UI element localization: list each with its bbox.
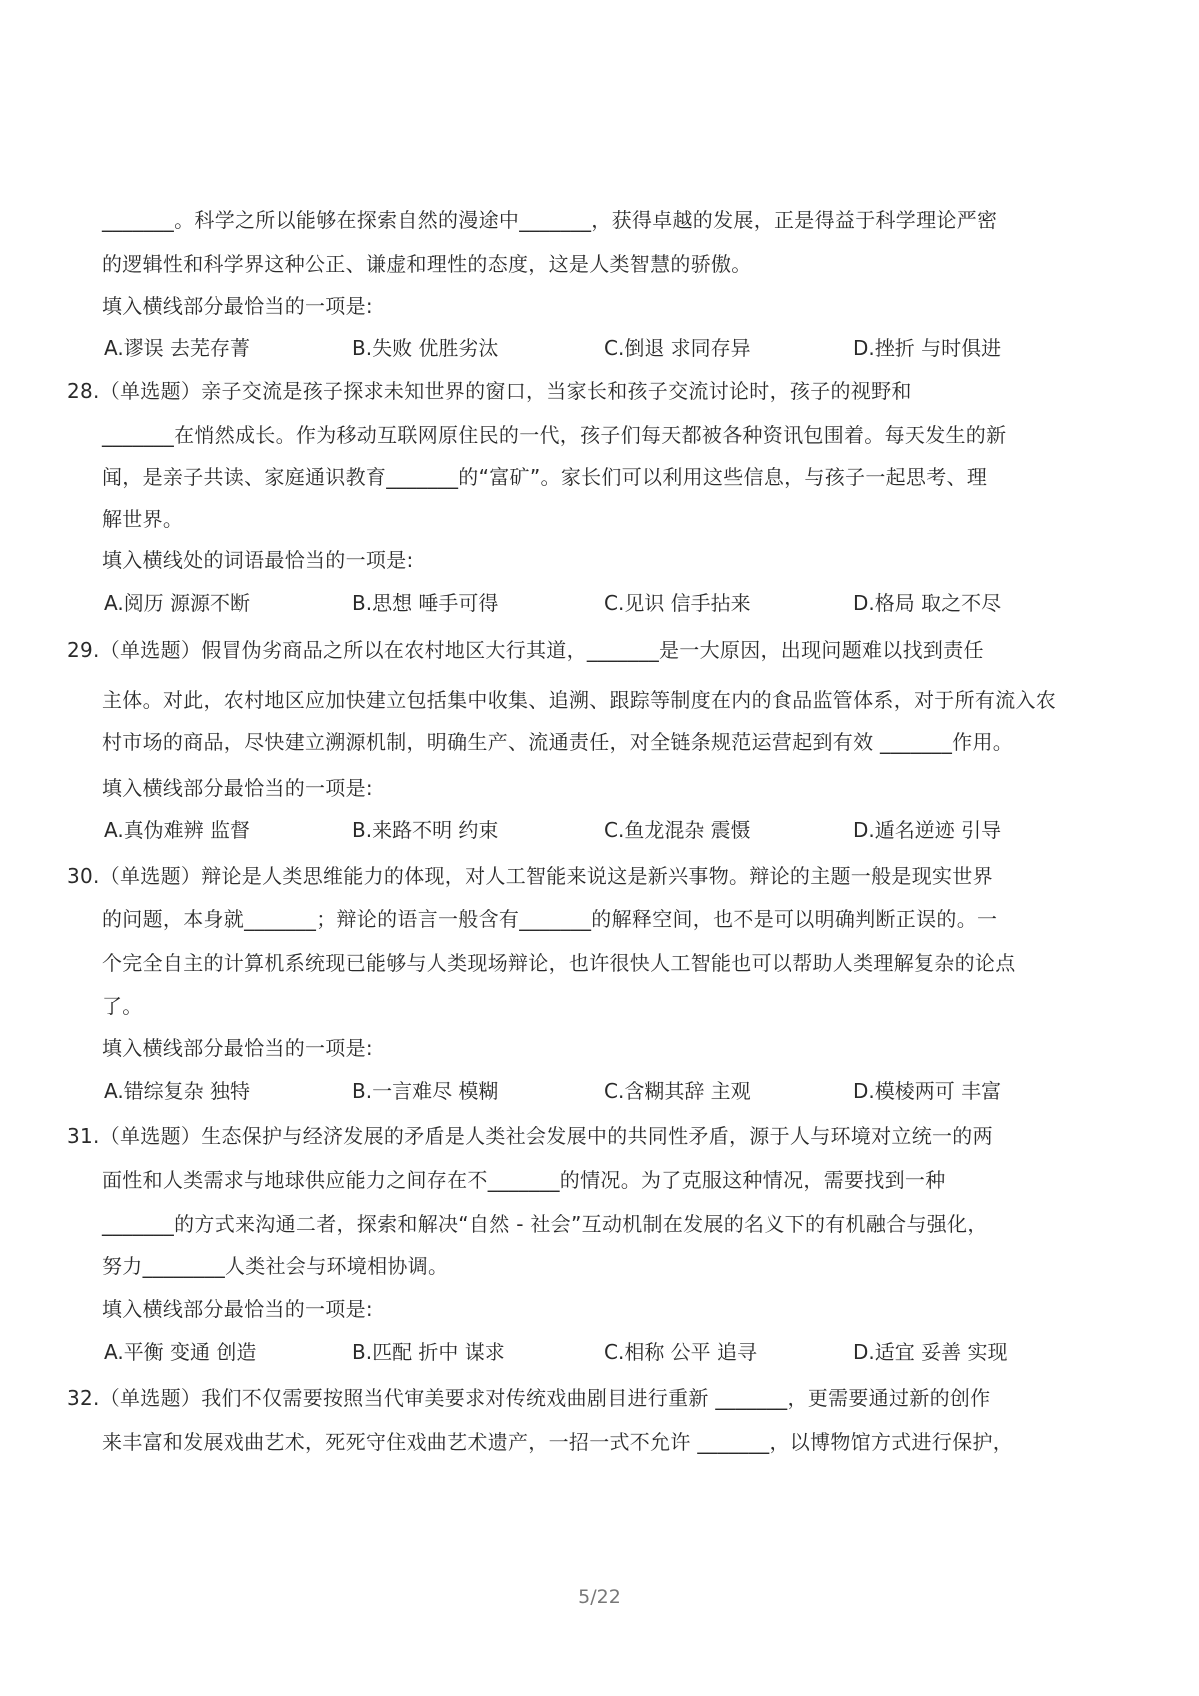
question-stem: 30.（单选题）辩论是人类思维能力的体现，对人工智能来说这是新兴事物。辩论的主题一般是现实世界 [67, 864, 993, 888]
question-text-line: 村市场的商品，尽快建立溯源机制，明确生产、流通责任，对全链条规范运营起到有效 _______作用。 [102, 730, 1014, 754]
option-c: C.鱼龙混杂 震慑 [604, 818, 751, 842]
option-a: A.错综复杂 独特 [104, 1079, 251, 1103]
question-text-line: _______。科学之所以能够在探索自然的漫途中_______，获得卓越的发展，正是得益于科学理论严密 [102, 208, 998, 232]
option-b: B.一言难尽 模糊 [352, 1079, 499, 1103]
option-d: D.遁名逆迹 引导 [853, 818, 1002, 842]
question-text-line: 个完全自主的计算机系统现已能够与人类现场辩论，也许很快人工智能也可以帮助人类理解复杂的论点 [102, 951, 1016, 975]
question-text-line: 的逻辑性和科学界这种公正、谦虚和理性的态度，这是人类智慧的骄傲。 [102, 252, 752, 276]
question-text-line: 主体。对此，农村地区应加快建立包括集中收集、追溯、跟踪等制度在内的食品监管体系，对于所有流入农 [102, 688, 1057, 712]
question-prompt: 填入横线处的词语最恰当的一项是: [102, 548, 414, 572]
question-text-line: 的问题，本身就_______；辩论的语言一般含有_______的解释空间，也不是可以明确判断正误的。一 [102, 907, 998, 931]
option-a: A.真伪难辨 监督 [104, 818, 251, 842]
question-stem: 29.（单选题）假冒伪劣商品之所以在农村地区大行其道，_______是一大原因，出现问题难以找到责任 [67, 638, 984, 662]
option-c: C.见识 信手拈来 [604, 591, 751, 615]
question-text-line: 面性和人类需求与地球供应能力之间存在不_______的情况。为了克服这种情况，需要找到一种 [102, 1168, 946, 1192]
question-text-line: _______的方式来沟通二者，探索和解决“自然 - 社会”互动机制在发展的名义下的有机融合与强化， [102, 1212, 988, 1236]
option-b: B.失败 优胜劣汰 [352, 336, 499, 360]
option-c: C.倒退 求同存异 [604, 336, 751, 360]
question-text-line: 来丰富和发展戏曲艺术，死死守住戏曲艺术遗产，一招一式不允许 _______，以博物馆方式进行保护， [102, 1430, 1014, 1454]
question-stem: 31.（单选题）生态保护与经济发展的矛盾是人类社会发展中的共同性矛盾，源于人与环境对立统一的两 [67, 1124, 993, 1148]
option-c: C.相称 公平 追寻 [604, 1340, 758, 1364]
question-text-line: 了。 [102, 994, 143, 1018]
option-b: B.思想 唾手可得 [352, 591, 499, 615]
option-d: D.模棱两可 丰富 [853, 1079, 1002, 1103]
question-text-line: _______在悄然成长。作为移动互联网原住民的一代，孩子们每天都被各种资讯包围着。每天发生的新 [102, 423, 1007, 447]
page-number: 5/22 [578, 1586, 621, 1608]
option-a: A.平衡 变通 创造 [104, 1340, 257, 1364]
question-stem: 32.（单选题）我们不仅需要按照当代审美要求对传统戏曲剧目进行重新 _______，更需要通过新的创作 [67, 1386, 991, 1410]
option-c: C.含糊其辞 主观 [604, 1079, 751, 1103]
option-d: D.挫折 与时俱进 [853, 336, 1002, 360]
question-text-line: 闻，是亲子共读、家庭通识教育_______的“富矿”。家长们可以利用这些信息，与孩子一起思考、理 [102, 465, 988, 489]
option-b: B.匹配 折中 谋求 [352, 1340, 505, 1364]
option-d: D.格局 取之不尽 [853, 591, 1002, 615]
question-prompt: 填入横线部分最恰当的一项是: [102, 1297, 373, 1321]
option-a: A.谬误 去芜存菁 [104, 336, 251, 360]
question-text-line: 努力________人类社会与环境相协调。 [102, 1254, 449, 1278]
question-prompt: 填入横线部分最恰当的一项是: [102, 1036, 373, 1060]
question-prompt: 填入横线部分最恰当的一项是: [102, 776, 373, 800]
option-a: A.阅历 源源不断 [104, 591, 251, 615]
option-d: D.适宜 妥善 实现 [853, 1340, 1008, 1364]
question-stem: 28.（单选题）亲子交流是孩子探求未知世界的窗口，当家长和孩子交流讨论时，孩子的视野和 [67, 379, 912, 403]
option-b: B.来路不明 约束 [352, 818, 499, 842]
question-text-line: 解世界。 [102, 507, 184, 531]
question-prompt: 填入横线部分最恰当的一项是: [102, 294, 373, 318]
